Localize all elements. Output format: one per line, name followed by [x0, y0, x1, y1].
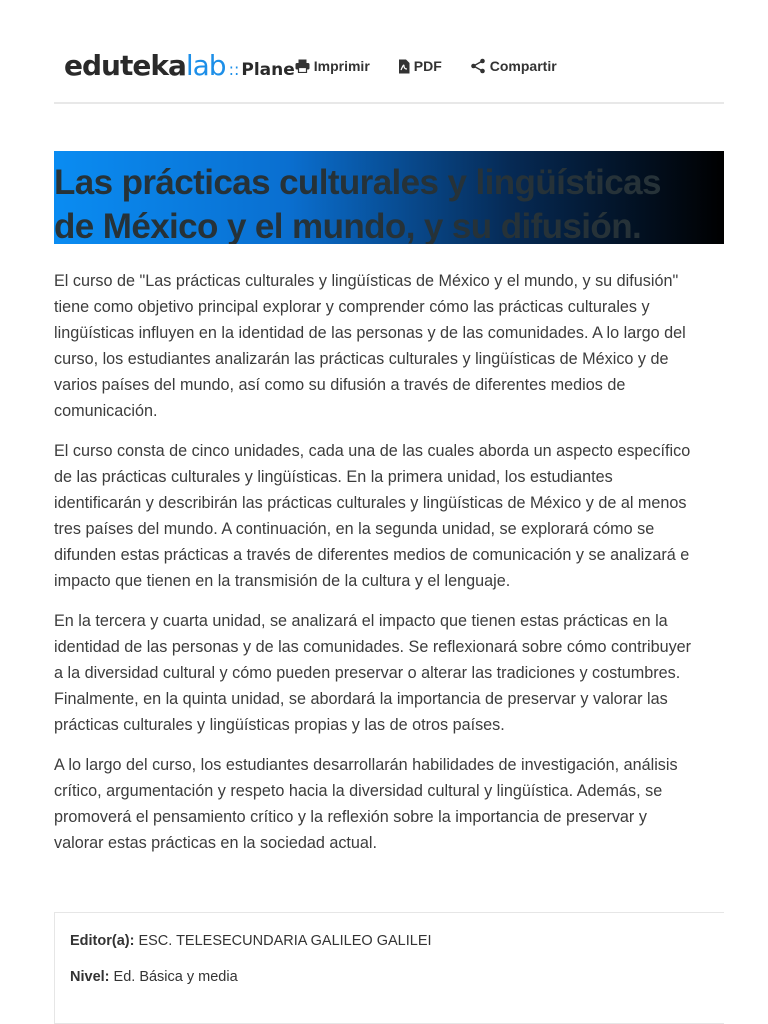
- top-toolbar: [64, 44, 724, 88]
- text-line: crítico, argumentación y respeto hacia la diversidad cultural y lingüística. Además, se: [54, 782, 663, 800]
- pdf-file-icon: [398, 59, 410, 74]
- text-line: A lo largo del curso, los estudiantes desarrollarán habilidades de investigación, análisis: [54, 756, 678, 774]
- paragraph: [54, 752, 734, 856]
- text-line: varios países del mundo, así como su difusión a través de diferentes medios de: [54, 376, 626, 394]
- text-line: de las prácticas culturales y lingüísticas. En la primera unidad, los estudiantes: [54, 468, 613, 486]
- text-line: El curso de "Las prácticas culturales y lingüísticas de México y el mundo, y su difusión": [54, 272, 679, 290]
- text-line: impacto que tienen en la transmisión de la cultura y el lenguaje.: [54, 572, 511, 590]
- text-line: En la tercera y cuarta unidad, se analizará el impacto que tienen estas prácticas en la: [54, 612, 668, 630]
- print-button[interactable]: [295, 58, 370, 74]
- page-title: [54, 161, 724, 244]
- text-line: identificarán y describirán las prácticas culturales y lingüísticas de México y de al menos: [54, 494, 687, 512]
- editor-value: ESC. TELESECUNDARIA GALILEO GALILEI: [138, 933, 432, 949]
- eduteka-lab-logo[interactable]: [64, 49, 295, 82]
- text-line: tiene como objetivo principal explorar y comprender cómo las prácticas culturales y: [54, 298, 650, 316]
- paragraph: [54, 438, 734, 594]
- text-line: valorar estas prácticas en la sociedad actual.: [54, 834, 378, 852]
- text-line: identidad de las personas y de las comunidades. Se reflexionará sobre cómo contribuyer: [54, 638, 692, 656]
- course-info-card: [54, 912, 724, 1024]
- paragraph: [54, 268, 734, 424]
- page-title-line-1: Las prácticas culturales y lingüísticas: [54, 163, 661, 202]
- share-icon: [470, 58, 486, 74]
- printer-icon: [295, 59, 310, 73]
- text-line: Finalmente, en la quinta unidad, se abordará la importancia de preservar y valorar las: [54, 690, 668, 708]
- page-title-line-2: de México y el mundo, y su difusión.: [54, 207, 642, 244]
- pdf-label: PDF: [413, 58, 442, 74]
- article-body: [54, 268, 734, 870]
- text-line: a la diversidad cultural y cómo pueden preservar o alterar las tradiciones y costumbres.: [54, 664, 681, 682]
- logo-section-label: Plane: [241, 60, 295, 80]
- editor-label: Editor(a):: [70, 933, 135, 949]
- logo-separator: ::: [228, 60, 240, 79]
- pdf-button[interactable]: [398, 58, 442, 74]
- nivel-value: Ed. Básica y media: [113, 969, 238, 985]
- print-label: Imprimir: [313, 58, 370, 74]
- text-line: difunden estas prácticas a través de diferentes medios de comunicación y se analizará e: [54, 546, 690, 564]
- share-label: Compartir: [489, 58, 557, 74]
- text-line: curso, los estudiantes analizarán las prácticas culturales y lingüísticas de México y de: [54, 350, 669, 368]
- editor-row: [70, 933, 432, 949]
- logo-text-eduteka: eduteka: [64, 49, 186, 82]
- paragraph: [54, 608, 734, 738]
- logo-text-lab: lab: [185, 49, 226, 82]
- text-line: prácticas culturales y lingüísticas propias y las de otros países.: [54, 716, 505, 734]
- nivel-label: Nivel:: [70, 969, 110, 985]
- text-line: El curso consta de cinco unidades, cada una de las cuales aborda un aspecto específico: [54, 442, 691, 460]
- nivel-row: [70, 969, 238, 985]
- share-button[interactable]: [470, 58, 557, 74]
- text-line: promoverá el pensamiento crítico y la reflexión sobre la importancia de preservar y: [54, 808, 647, 826]
- header-divider: [54, 102, 724, 104]
- article-title-banner: [54, 151, 724, 244]
- text-line: comunicación.: [54, 402, 158, 420]
- text-line: tres países del mundo. A continuación, en la segunda unidad, se explorará cómo se: [54, 520, 655, 538]
- text-line: lingüísticas influyen en la identidad de las personas y de las comunidades. A lo largo del: [54, 324, 686, 342]
